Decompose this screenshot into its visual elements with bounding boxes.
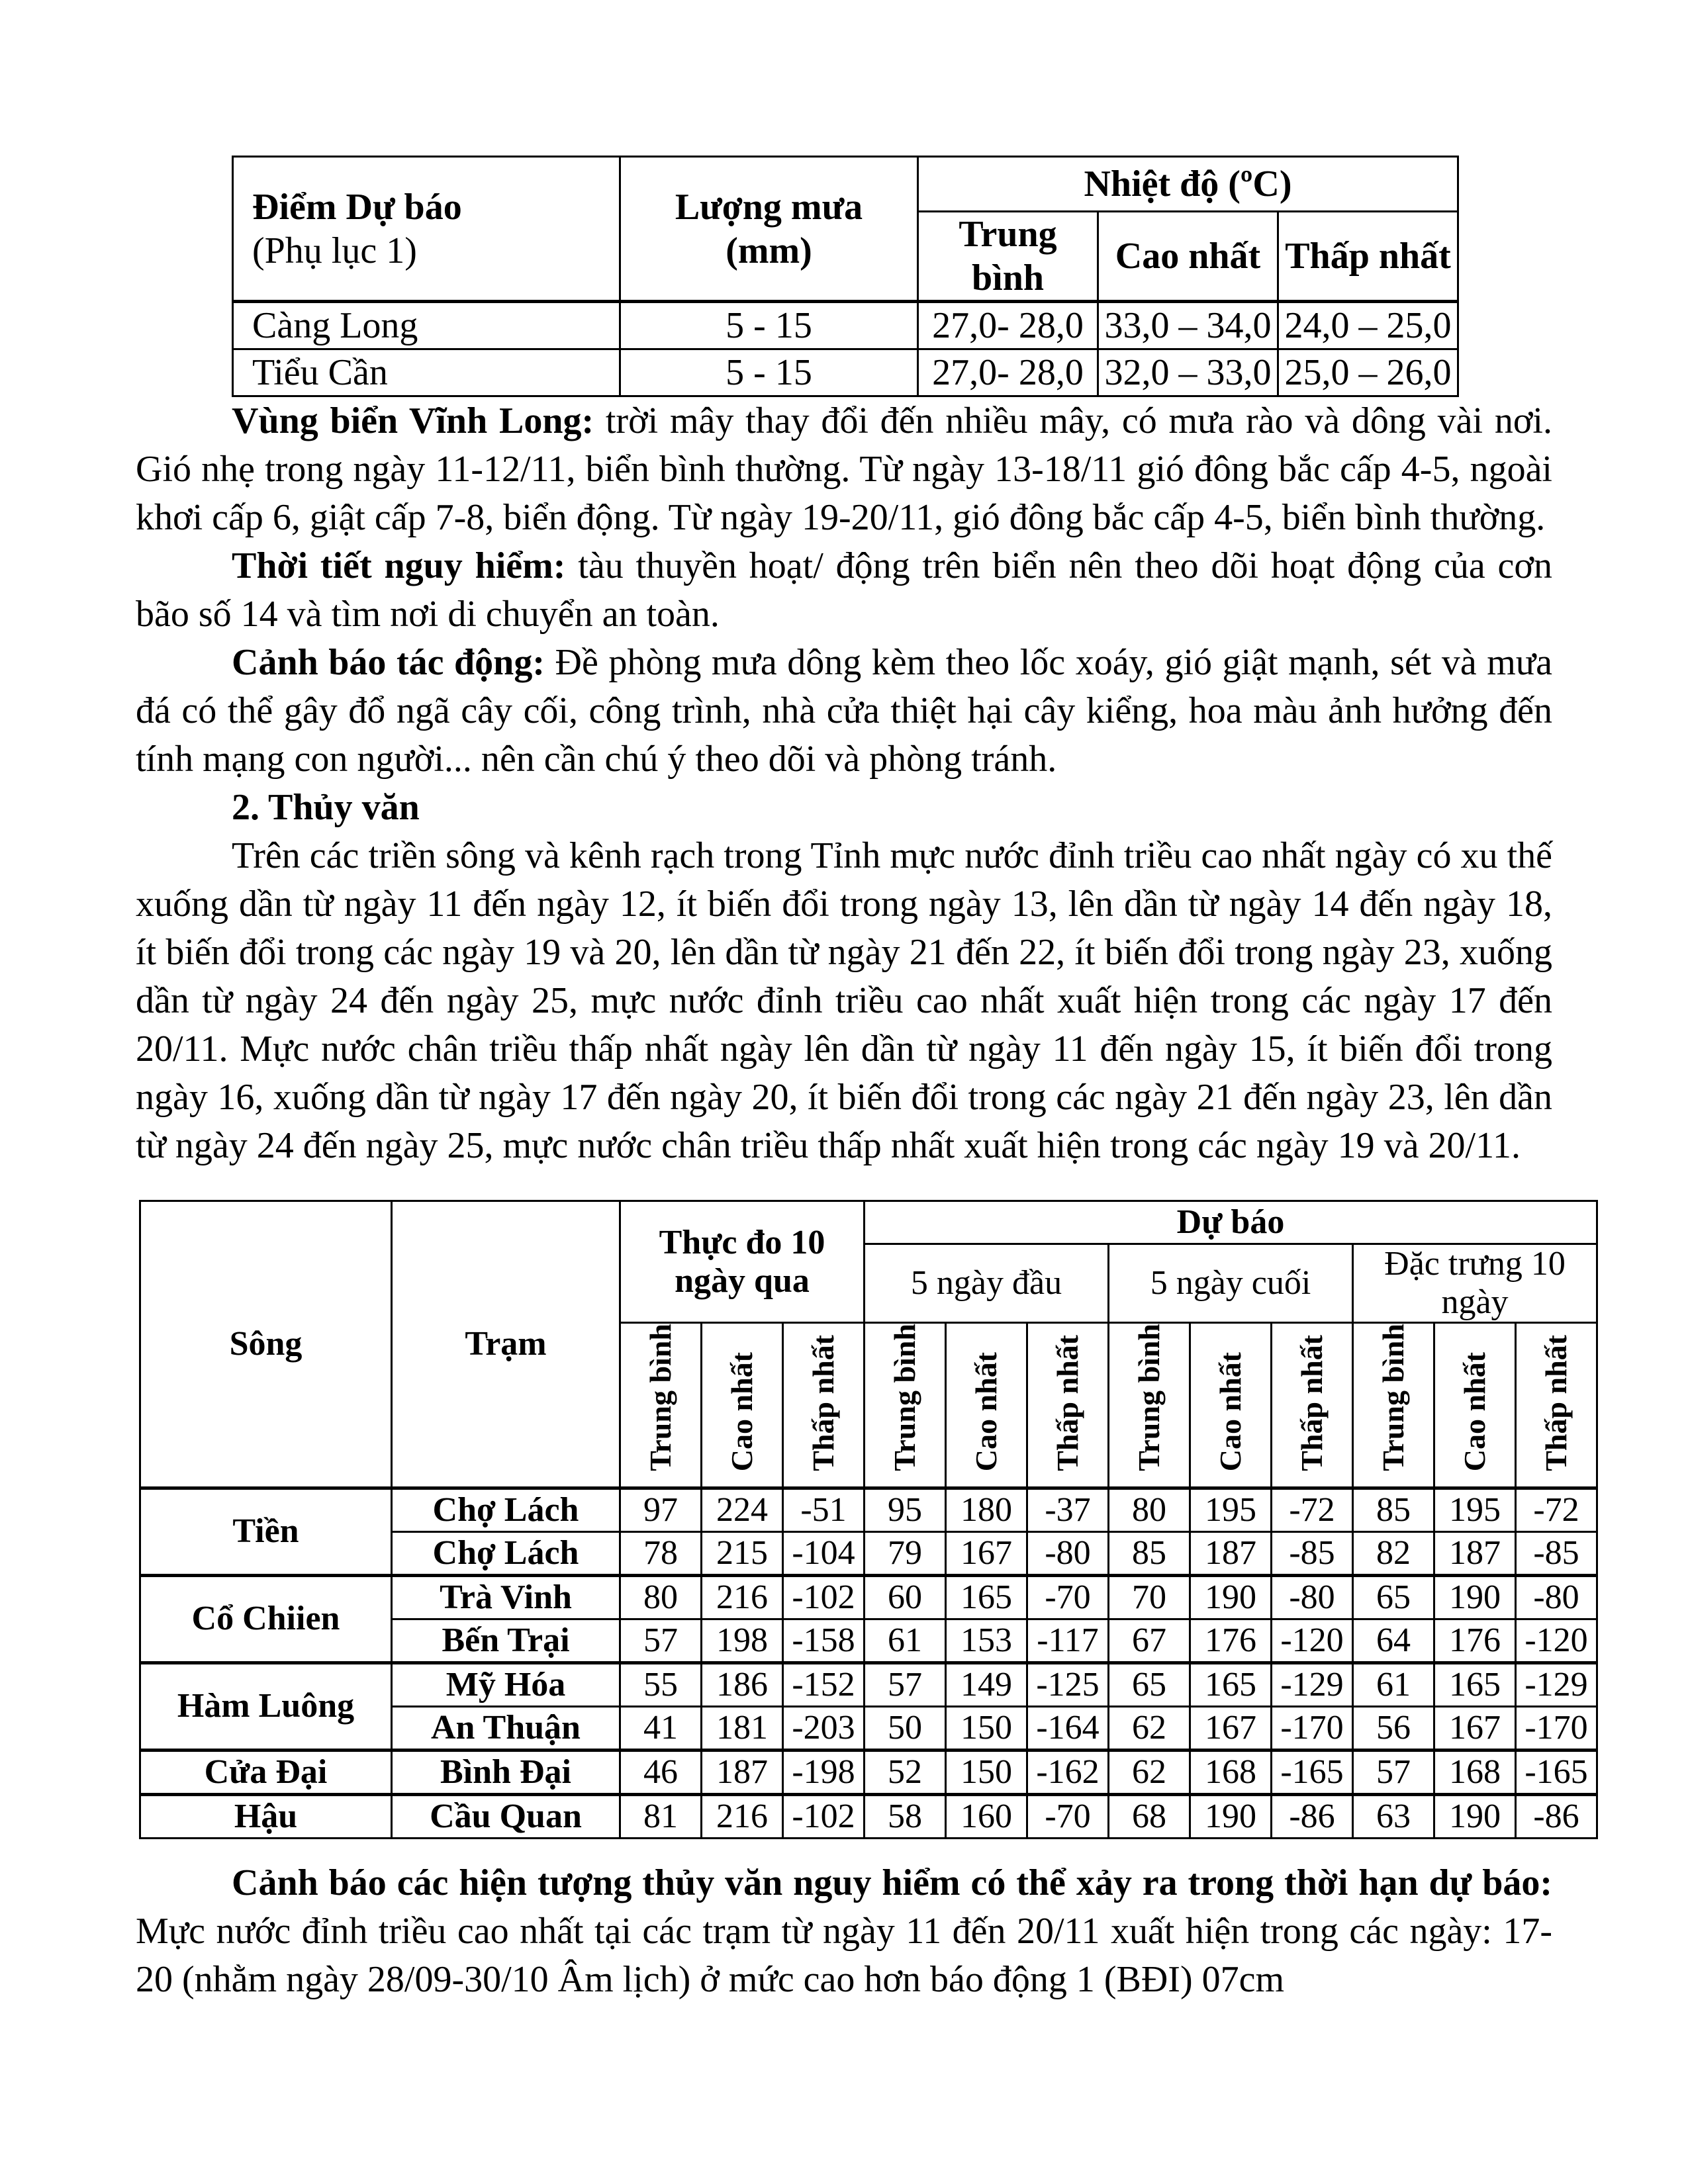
water-level-value: -102 [783,1575,865,1619]
water-level-value: 167 [1434,1706,1516,1750]
river-name-cell: Tiền [140,1488,392,1575]
water-level-value: -80 [1516,1575,1597,1619]
water-level-value: 181 [702,1706,783,1750]
water-level-value: -170 [1272,1706,1353,1750]
water-level-value: 82 [1353,1531,1434,1575]
last5days-header: 5 ngày cuối [1109,1244,1353,1323]
water-level-value: 68 [1109,1794,1190,1838]
paragraph-lead: Vùng biển Vĩnh Long: [232,400,594,441]
water-level-value: -37 [1027,1488,1109,1531]
water-level-value: 167 [946,1531,1027,1575]
water-level-value: 150 [946,1750,1027,1794]
paragraph-body: Đề phòng mưa dông kèm theo lốc xoáy, gió giật mạnh, sét và mưa đá có thể gây đổ ngã cây cối, công trình, nhà cửa thiệt hại cây kiểng, hoa màu ảnh hưởng đến tính mạng con người... nên cần chú ý theo dõi và phòng tránh. [136,642,1553,780]
station-header: Trạm [392,1201,620,1488]
water-level-value: 198 [702,1619,783,1662]
station-name-cell: Chợ Lách [392,1488,620,1531]
metric-header-avg: Trung bình [1109,1323,1190,1488]
water-level-value: -70 [1027,1575,1109,1619]
water-level-value: -129 [1516,1662,1597,1706]
forecast-point-row [233,349,1458,396]
water-level-value: 187 [702,1750,783,1794]
water-level-value: 195 [1434,1488,1516,1531]
water-level-value: 160 [946,1794,1027,1838]
rainfall-header-line1: Lượng mưa [675,186,863,228]
water-level-value: 176 [1190,1619,1272,1662]
river-data-row [140,1794,1597,1838]
water-level-value: -152 [783,1662,865,1706]
water-level-value: 80 [620,1575,702,1619]
water-level-value: -102 [783,1794,865,1838]
station-name-cell: Chợ Lách [392,1531,620,1575]
water-level-value: 215 [702,1531,783,1575]
temp-min-header: Thấp nhất [1278,212,1458,302]
water-level-value: 168 [1434,1750,1516,1794]
water-level-value: 60 [865,1575,946,1619]
water-level-value: -162 [1027,1750,1109,1794]
metric-header-max: Cao nhất [1190,1323,1272,1488]
water-level-value: 67 [1109,1619,1190,1662]
water-level-value: 85 [1353,1488,1434,1531]
characteristic-header: Đặc trưng 10 ngày [1353,1244,1597,1323]
document-content [136,156,1588,2004]
water-level-value: 187 [1190,1531,1272,1575]
water-level-value: 167 [1190,1706,1272,1750]
sea-area-paragraph [136,397,1552,542]
station-name-cell: An Thuận [392,1706,620,1750]
water-table-header-row1 [140,1201,1597,1244]
water-level-value: 176 [1434,1619,1516,1662]
water-level-value: -165 [1516,1750,1597,1794]
station-name-cell: Cầu Quan [392,1794,620,1838]
water-level-value: -170 [1516,1706,1597,1750]
water-level-value: 70 [1109,1575,1190,1619]
hydrology-paragraph: Trên các triền sông và kênh rạch trong Tỉnh mực nước đỉnh triều cao nhất ngày có xu thế xuống dần từ ngày 11 đến ngày 12, ít biến đổi trong ngày 13, lên dần từ ngày 14 đến ngày 18, ít biến đổi trong các ngày 19 và 20, lên dần từ ngày 21 đến 22, ít biến đổi trong ngày 23, xuống dần từ ngày 24 đến ngày 25, mực nước đỉnh triều cao nhất xuất hiện trong các ngày 17 đến 20/11. Mực nước chân triều thấp nhất ngày lên dần từ ngày 11 đến ngày 15, ít biến đổi trong ngày 16, xuống dần từ ngày 17 đến ngày 20, ít biến đổi trong các ngày 21 đến ngày 23, lên dần từ ngày 24 đến ngày 25, mực nước chân triều thấp nhất xuất hiện trong các ngày 19 và 20/11. [136,835,1552,1166]
water-level-value: 187 [1434,1531,1516,1575]
metric-header-max: Cao nhất [946,1323,1027,1488]
water-level-value: 224 [702,1488,783,1531]
river-data-row [140,1662,1597,1706]
rainfall-value: 5 - 15 [620,349,918,396]
temperature-header: Nhiệt độ (ºC) [918,157,1458,212]
water-level-value: 165 [1190,1662,1272,1706]
water-level-table [139,1200,1598,1839]
metric-header-avg: Trung bình [865,1323,946,1488]
water-level-value: 216 [702,1794,783,1838]
water-level-value: 190 [1190,1794,1272,1838]
temp-min-value: 25,0 – 26,0 [1278,349,1458,396]
water-level-value: 58 [865,1794,946,1838]
water-level-value: 85 [1109,1531,1190,1575]
water-level-value: 149 [946,1662,1027,1706]
water-level-value: -70 [1027,1794,1109,1838]
water-level-value: -85 [1272,1531,1353,1575]
paragraph-body: tàu thuyền hoạt/ động trên biển nên theo dõi hoạt động của cơn bão số 14 và tìm nơi di chuyển an toàn. [136,545,1553,635]
metric-header-min: Thấp nhất [1516,1323,1597,1488]
water-level-value: 65 [1353,1575,1434,1619]
water-level-value: 41 [620,1706,702,1750]
water-level-value: 57 [1353,1750,1434,1794]
temp-max-header: Cao nhất [1098,212,1278,302]
water-level-value: -104 [783,1531,865,1575]
water-level-value: -72 [1272,1488,1353,1531]
paragraph-lead: Thời tiết nguy hiểm: [232,545,566,586]
water-level-value: -125 [1027,1662,1109,1706]
water-level-value: -85 [1516,1531,1597,1575]
metric-header-avg: Trung bình [620,1323,702,1488]
hydrology-heading: 2. Thủy văn [232,787,420,828]
impact-warning-paragraph [136,639,1552,784]
water-level-value: 79 [865,1531,946,1575]
metric-header-max: Cao nhất [1434,1323,1516,1488]
temp-min-value: 24,0 – 25,0 [1278,302,1458,349]
water-level-value: 80 [1109,1488,1190,1531]
water-level-value: -117 [1027,1619,1109,1662]
water-level-value: -80 [1027,1531,1109,1575]
water-level-value: 62 [1109,1750,1190,1794]
metric-header-min: Thấp nhất [1272,1323,1353,1488]
water-level-value: 56 [1353,1706,1434,1750]
temp-max-value: 33,0 – 34,0 [1098,302,1278,349]
river-data-row [140,1750,1597,1794]
water-level-value: -164 [1027,1706,1109,1750]
water-level-value: -198 [783,1750,865,1794]
water-level-value: 55 [620,1662,702,1706]
water-level-value: 150 [946,1706,1027,1750]
station-name-cell: Bình Đại [392,1750,620,1794]
hydrology-warning-paragraph [136,1859,1552,2004]
river-name-cell: Hàm Luông [140,1662,392,1750]
station-name-cell: Mỹ Hóa [392,1662,620,1706]
measured-header: Thực đo 10 ngày qua [620,1201,865,1323]
water-level-value: 61 [1353,1662,1434,1706]
water-level-value: -120 [1272,1619,1353,1662]
first5days-header: 5 ngày đầu [865,1244,1109,1323]
river-data-row [140,1575,1597,1619]
water-level-value: -158 [783,1619,865,1662]
forecast-header: Dự báo [865,1201,1597,1244]
water-level-value: 165 [1434,1662,1516,1706]
forecast-point-name: Càng Long [233,302,620,349]
paragraph-lead: Cảnh báo tác động: [232,642,545,683]
temp-avg-value: 27,0- 28,0 [918,349,1098,396]
forecast-point-header-line1: Điểm Dự báo [252,186,462,228]
water-level-value: -86 [1272,1794,1353,1838]
water-level-value: -86 [1516,1794,1597,1838]
rainfall-header [620,157,918,302]
river-header: Sông [140,1201,392,1488]
river-name-cell: Cửa Đại [140,1750,392,1794]
water-level-value: 97 [620,1488,702,1531]
water-level-value: 168 [1190,1750,1272,1794]
water-level-value: 62 [1109,1706,1190,1750]
forecast-point-name: Tiểu Cần [233,349,620,396]
temp-avg-value: 27,0- 28,0 [918,302,1098,349]
water-level-value: 216 [702,1575,783,1619]
water-level-value: 186 [702,1662,783,1706]
water-level-value: 81 [620,1794,702,1838]
paragraph-body: Mực nước đỉnh triều cao nhất tại các trạm từ ngày 11 đến 20/11 xuất hiện trong các ngày: 17-20 (nhằm ngày 28/09-30/10 Âm lịch) ở mức cao hơn báo động 1 (BĐI) 07cm [136,1910,1552,2000]
forecast-point-header [233,157,620,302]
temp-avg-header: Trung bình [918,212,1098,302]
forecast-table-header-row [233,157,1458,212]
water-level-value: -165 [1272,1750,1353,1794]
water-level-value: 50 [865,1706,946,1750]
station-name-cell: Bến Trại [392,1619,620,1662]
water-level-value: 64 [1353,1619,1434,1662]
water-level-value: -51 [783,1488,865,1531]
water-level-value: 61 [865,1619,946,1662]
paragraph-lead: Cảnh báo các hiện tượng thủy văn nguy hiểm có thể xảy ra trong thời hạn dự báo: [232,1862,1552,1903]
water-level-value: 190 [1434,1794,1516,1838]
paragraph-body: trời mây thay đổi đến nhiều mây, có mưa rào và dông vài nơi. Gió nhẹ trong ngày 11-12/11, biển bình thường. Từ ngày 13-18/11 gió đông bắc cấp 4-5, ngoài khơi cấp 6, giật cấp 7-8, biển động. Từ ngày 19-20/11, gió đông bắc cấp 4-5, biển bình thường. [136,400,1552,538]
water-level-value: -72 [1516,1488,1597,1531]
metric-header-avg: Trung bình [1353,1323,1434,1488]
water-level-value: -203 [783,1706,865,1750]
water-level-value: 190 [1190,1575,1272,1619]
river-name-cell: Hậu [140,1794,392,1838]
water-level-value: -129 [1272,1662,1353,1706]
water-level-value: -120 [1516,1619,1597,1662]
water-level-value: -80 [1272,1575,1353,1619]
water-level-value: 78 [620,1531,702,1575]
river-data-row [140,1488,1597,1531]
water-level-value: 165 [946,1575,1027,1619]
forecast-points-table [232,156,1459,397]
metric-header-min: Thấp nhất [783,1323,865,1488]
water-level-value: 180 [946,1488,1027,1531]
forecast-point-header-line2: (Phụ lục 1) [252,230,417,271]
water-level-value: 63 [1353,1794,1434,1838]
forecast-point-row [233,302,1458,349]
dangerous-weather-paragraph [136,542,1552,639]
water-level-value: 65 [1109,1662,1190,1706]
rainfall-header-line2: (mm) [726,230,812,271]
river-name-cell: Cổ Chiien [140,1575,392,1662]
water-level-value: 153 [946,1619,1027,1662]
water-level-value: 190 [1434,1575,1516,1619]
water-level-value: 52 [865,1750,946,1794]
rainfall-value: 5 - 15 [620,302,918,349]
water-level-value: 46 [620,1750,702,1794]
station-name-cell: Trà Vinh [392,1575,620,1619]
metric-header-min: Thấp nhất [1027,1323,1109,1488]
water-level-value: 57 [865,1662,946,1706]
water-level-value: 95 [865,1488,946,1531]
metric-header-max: Cao nhất [702,1323,783,1488]
temp-max-value: 32,0 – 33,0 [1098,349,1278,396]
water-level-value: 195 [1190,1488,1272,1531]
water-level-value: 57 [620,1619,702,1662]
